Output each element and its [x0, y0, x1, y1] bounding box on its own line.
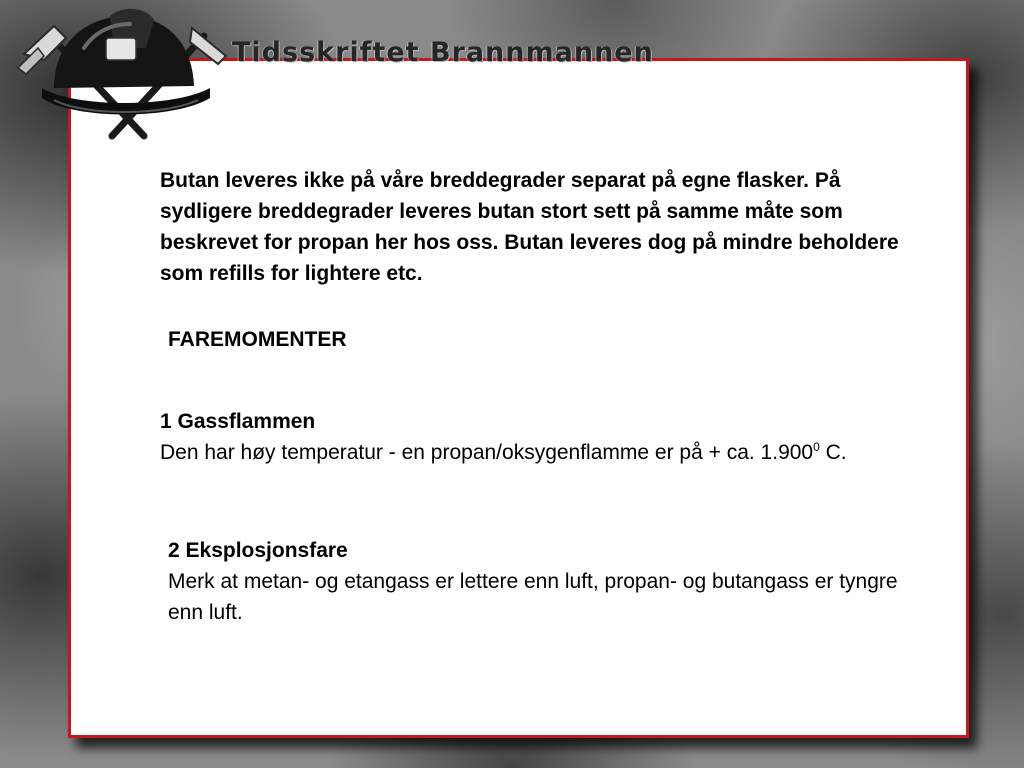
hazard-body-text: Den har høy temperatur - en propan/oksygenflamme er på + ca. 1.900: [160, 441, 814, 464]
content-panel: [68, 58, 969, 738]
section-heading: FAREMOMENTER: [168, 328, 347, 351]
hazard-section-gas-flame: [160, 406, 930, 468]
temperature-unit: C.: [819, 441, 847, 464]
hazard-title: 1 Gassflammen: [160, 410, 316, 433]
fire-helmet-crossed-axes-icon: [14, 8, 236, 144]
masthead-title: Tidsskriftet Brannmannen: [232, 37, 654, 68]
hazard-body: Merk at metan- og etangass er lettere enn luft, propan- og butangass er tyngre enn luft.: [168, 570, 898, 624]
hazard-title: 2 Eksplosjonsfare: [168, 539, 348, 562]
degree-superscript: 0: [813, 440, 820, 454]
hazard-body: [160, 441, 847, 464]
intro-paragraph: Butan leveres ikke på våre breddegrader separat på egne flasker. På sydligere breddegrader leveres butan stort sett på samme måte som beskrevet for propan her hos oss. Butan leveres dog på mindre beholdere som refills for lightere etc.: [160, 169, 899, 285]
hazard-section-explosion: [168, 535, 928, 628]
